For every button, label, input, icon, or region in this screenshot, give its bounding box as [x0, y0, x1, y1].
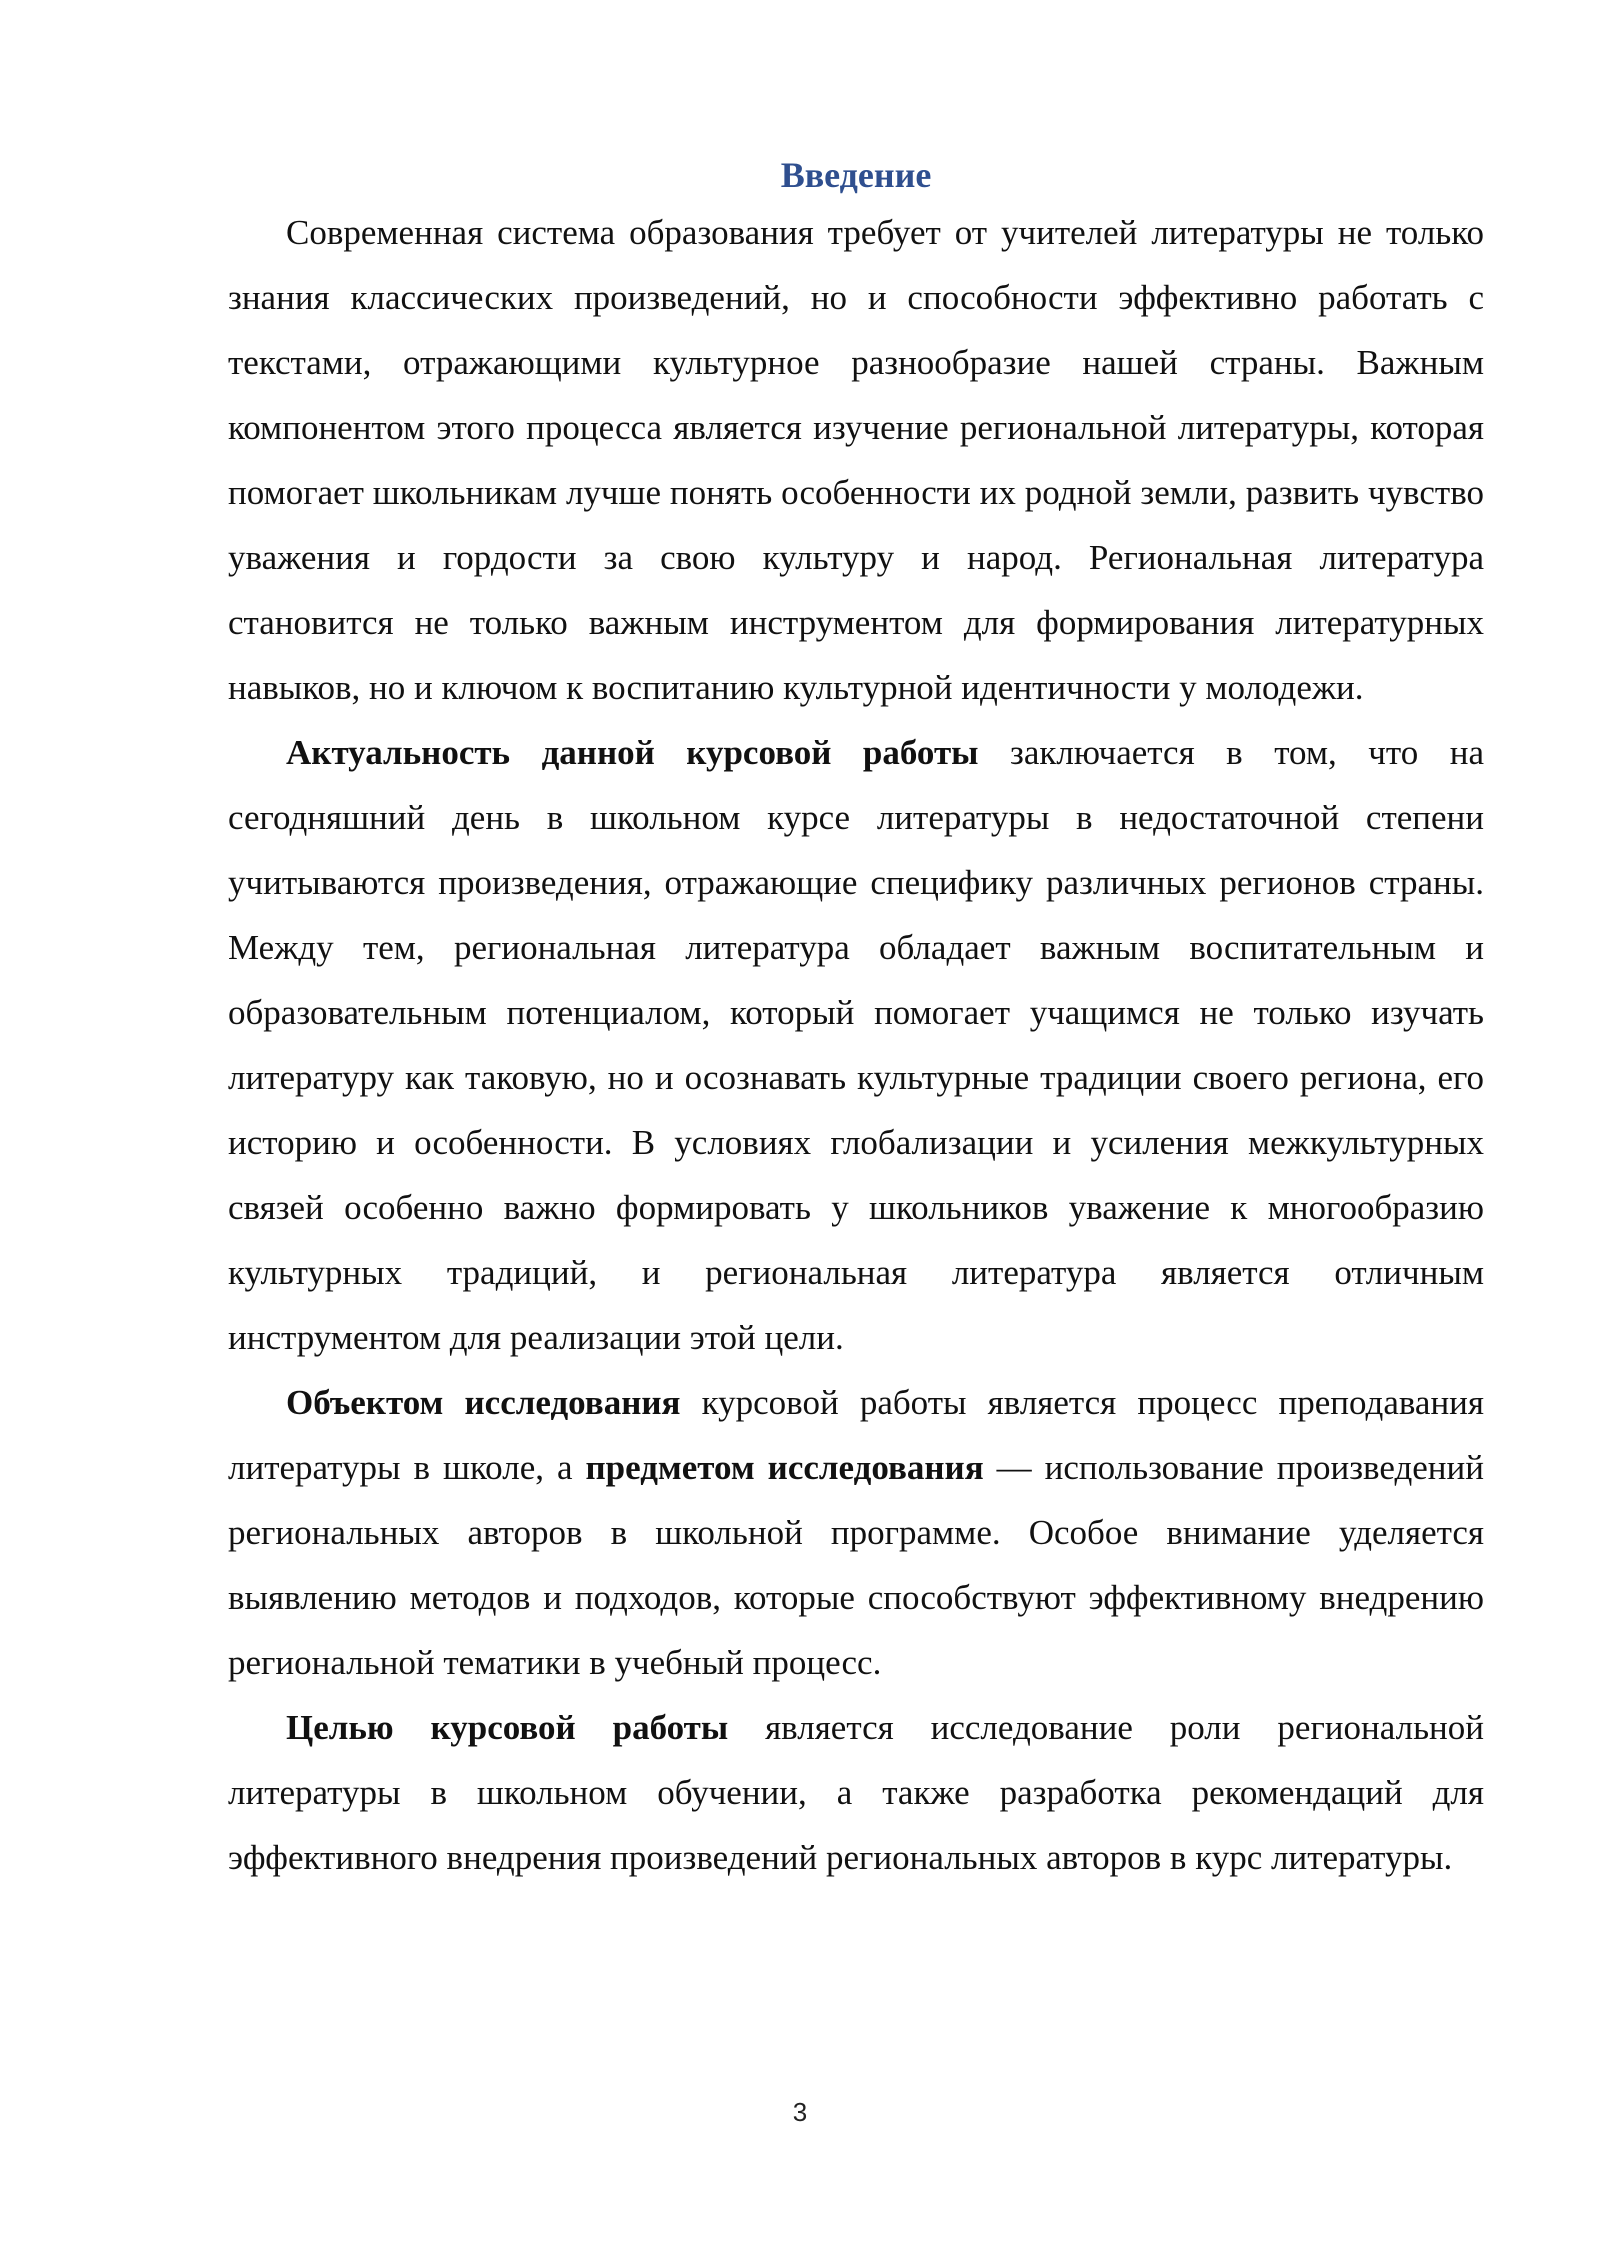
paragraph-intro: [228, 200, 1484, 720]
paragraph-text: заключается в том, что на сегодняшний день в школьном курсе литературы в недостаточной степени учитываются произведения, отражающие специфику различных регионов страны. Между тем, региональная литература обладает важным воспитательным и образовательным потенциалом, который помогает учащимся не только изучать литературу как таковую, но и осознавать культурные традиции своего региона, его историю и особенности. В условиях глобализации и усиления межкультурных связей особенно важно формировать у школьников уважение к многообразию культурных традиций, и региональная литература является отличным инструментом для реализации этой цели.: [228, 733, 1484, 1357]
paragraph-text: — использование произведений региональных авторов в школьной программе. Особое внимание уделяется выявлению методов и подходов, которые способствуют эффективному внедрению региональной тематики в учебный процесс.: [228, 1448, 1484, 1682]
paragraph-text: курсовой работы является процесс преподавания литературы в школе, а: [228, 1383, 1485, 1487]
paragraph-object-subject: [228, 1370, 1484, 1695]
paragraph-text: является исследование роли региональной литературы в школьном обучении, а также разработка рекомендаций для эффективного внедрения произведений региональных авторов в курс литературы.: [228, 1708, 1484, 1877]
paragraph-relevance: [228, 720, 1484, 1370]
paragraph-text: Современная система образования требует от учителей литературы не только знания классических произведений, но и способности эффективно работать с текстами, отражающими культурное разнообразие нашей страны. Важным компонентом этого процесса является изучение региональной литературы, которая помогает школьникам лучше понять особенности их родной земли, развить чувство уважения и гордости за свою культуру и народ. Региональная литература становится не только важным инструментом для формирования литературных навыков, но и ключом к воспитанию культурной идентичности у молодежи.: [228, 213, 1484, 707]
document-page: [228, 150, 1484, 1890]
goal-term: Целью курсовой работы: [286, 1708, 729, 1747]
page-number: 3: [792, 2097, 808, 2127]
section-title: Введение: [780, 155, 932, 195]
object-term: Объектом исследования: [286, 1383, 681, 1422]
relevance-term: Актуальность данной курсовой работы: [286, 733, 979, 772]
subject-term: предметом исследования: [585, 1448, 984, 1487]
paragraph-goal: [228, 1695, 1484, 1890]
